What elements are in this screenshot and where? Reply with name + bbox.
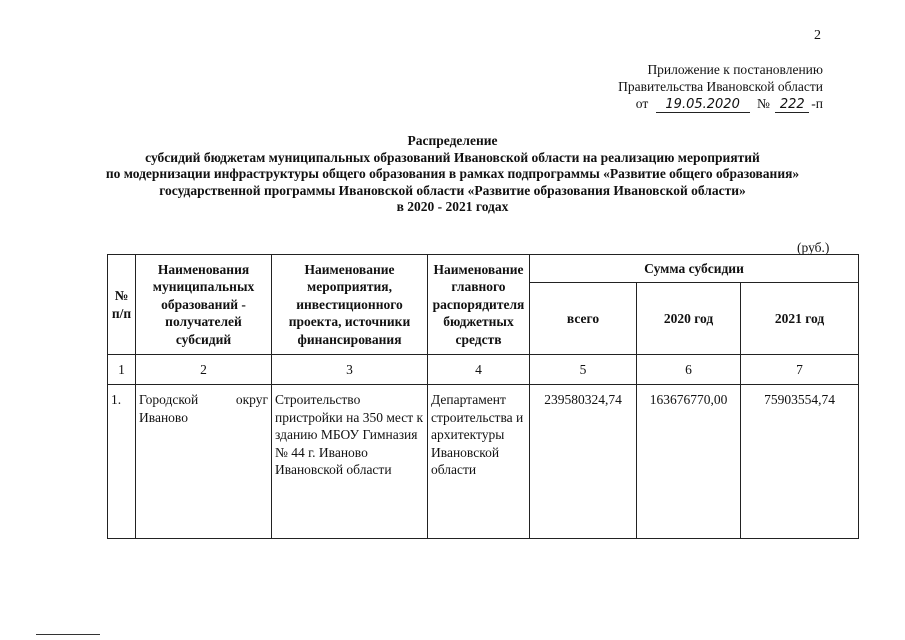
header-year-2020: 2020 год [637,283,741,355]
header-administrator: Наименование главного распорядителя бюджетных средств [428,255,530,355]
document-title [0,133,905,216]
header-year-2021: 2021 год [741,283,859,355]
column-number: 5 [530,355,637,385]
title-line-3: по модернизации инфраструктуры общего образования в рамках подпрограммы «Развитие общего образования» [105,166,800,181]
budget-administrator: Департамент строительства и архитектуры Ивановской области [428,385,530,539]
header-municipality: Наименования муниципальных образований - получателей субсидий [136,255,272,355]
column-number: 2 [136,355,272,385]
column-number: 4 [428,355,530,385]
project-name: Строительство пристройки на 350 мест к зданию МБОУ Гимназия № 44 г. Иваново Ивановской области [272,385,428,539]
decree-number: 222 [775,97,809,113]
title-line-4: государственной программы Ивановской области «Развитие образования Ивановской области» [159,182,746,198]
column-number: 3 [272,355,428,385]
title-line-1: Распределение [407,133,498,148]
appendix-block [618,61,823,113]
appendix-line-1: Приложение к постановлению [647,62,823,77]
column-number: 6 [637,355,741,385]
decree-date: 19.05.2020 [656,97,750,113]
appendix-line-2: Правительства Ивановской области [618,79,823,94]
column-number: 7 [741,355,859,385]
currency-units: (руб.) [797,240,830,255]
header-total: всего [530,283,637,355]
table-row [108,385,859,539]
date-prefix: от [635,96,649,111]
header-project: Наименование мероприятия, инвестиционного проекта, источники финансирования [272,255,428,355]
amount-total: 239580324,74 [530,385,637,539]
number-prefix: № [757,96,770,111]
header-subsidy-amount: Сумма субсидии [530,255,859,283]
number-suffix: -п [811,96,823,111]
title-line-5: в 2020 - 2021 годах [396,199,509,214]
municipality-name: Городской округ Иваново [136,385,272,539]
amount-2020: 163676770,00 [637,385,741,539]
column-number-row [108,355,859,385]
footnote-divider [36,634,100,635]
title-line-2: субсидий бюджетам муниципальных образований Ивановской области на реализацию мероприятий [145,149,760,165]
column-number: 1 [108,355,136,385]
header-num: № п/п [108,255,136,355]
amount-2021: 75903554,74 [741,385,859,539]
row-number: 1. [108,385,136,539]
page-number: 2 [814,28,821,43]
subsidy-table [107,254,859,539]
appendix-date-line [618,95,823,113]
